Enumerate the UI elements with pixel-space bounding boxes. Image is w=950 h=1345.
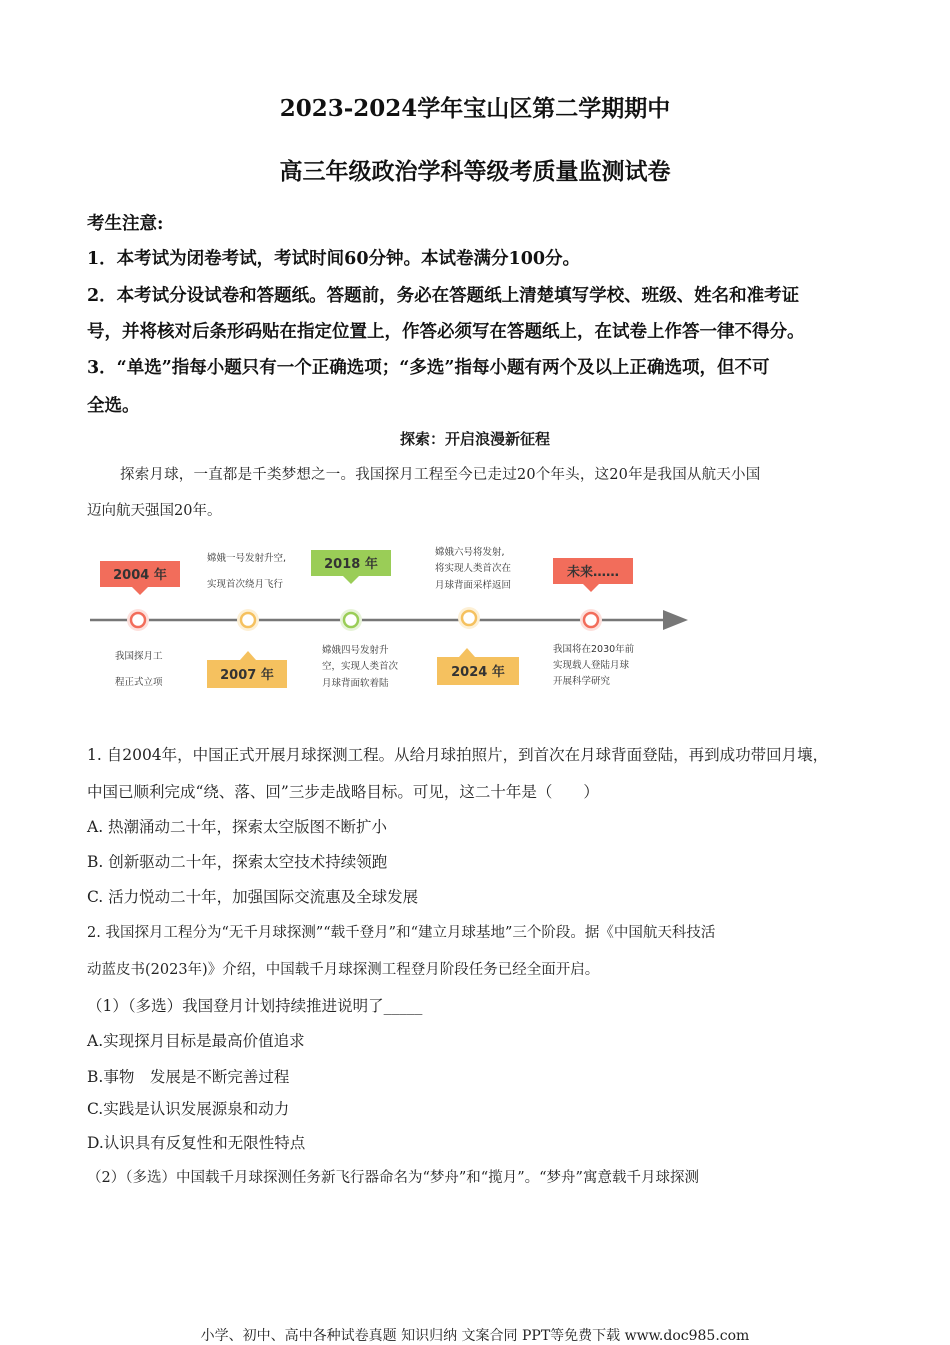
exam-title-line2: 高三年级政治学科等级考质量监测试卷 — [279, 158, 671, 185]
question-2-sub1-option-a: A.实现探月目标是最高价值追求 — [87, 1032, 305, 1050]
question-2-sub1-option-d: D.认识具有反复性和无限性特点 — [87, 1134, 306, 1152]
section-title: 探索：开启浪漫新征程 — [399, 430, 550, 448]
notice-item-1: 1．本考试为闭卷考试，考试时间60分钟。本试卷满分100分。 — [87, 249, 581, 269]
timeline-node-2018 — [344, 613, 358, 627]
year-label-2018: 2018 年 — [324, 557, 378, 572]
timeline-node-2024 — [462, 611, 476, 625]
timeline-event-2024 — [435, 546, 519, 685]
event-desc-2004-2: 程正式立项 — [115, 677, 163, 688]
timeline-node-2004 — [131, 613, 145, 627]
lunar-timeline-graphic — [85, 540, 695, 700]
event-desc-future-3: 开展科学研究 — [553, 676, 611, 687]
event-desc-future-1: 我国将在2030年前 — [553, 644, 635, 655]
event-desc-2018-3: 月球背面软着陆 — [322, 678, 389, 689]
event-desc-future-2: 实现载人登陆月球 — [553, 660, 630, 671]
question-2-sub2-stem: （2）（多选）中国载千月球探测任务新飞行器命名为“梦舟”和“揽月”。“梦舟”寓意载千月球探测 — [87, 1170, 699, 1186]
year-label-2004: 2004 年 — [113, 568, 167, 583]
question-1-option-c: C. 活力悦动二十年，加强国际交流惠及全球发展 — [87, 888, 419, 906]
question-2-sub1-option-b: B.事物 发展是不断完善过程 — [87, 1068, 290, 1086]
exam-title-line1: 2023-2024学年宝山区第二学期期中 — [279, 95, 671, 122]
section-intro-line2: 迈向航天强国20年。 — [87, 503, 222, 519]
event-desc-2018-1: 嫦娥四号发射升 — [322, 645, 389, 656]
question-2-sub1-stem: （1）（多选）我国登月计划持续推进说明了_____ — [87, 997, 423, 1015]
section-intro-line1: 探索月球，一直都是千类梦想之一。我国探月工程至今已走过20个年头，这20年是我国从航天小国 — [120, 467, 761, 483]
notice-item-3-cont: 全选。 — [87, 396, 140, 416]
notice-heading: 考生注意: — [87, 214, 164, 234]
question-2-stem-line2: 动蓝皮书(2023年)》介绍，中国载千月球探测工程登月阶段任务已经全面开启。 — [87, 962, 600, 978]
event-desc-2024-1: 嫦娥六号将发射, — [435, 547, 505, 558]
timeline-event-2004 — [100, 561, 180, 688]
event-desc-2004-1: 我国探月工 — [115, 651, 163, 662]
event-desc-2024-2: 将实现人类首次在 — [435, 563, 512, 574]
event-desc-2007-2: 实现首次绕月飞行 — [207, 579, 284, 590]
question-2-stem-line1: 2. 我国探月工程分为“无千月球探测”“载千登月”和“建立月球基地”三个阶段。据《中国航天科技活 — [87, 925, 716, 941]
notice-item-2-cont: 号，并将核对后条形码贴在指定位置上，作答必须写在答题纸上，在试卷上作答一律不得分。 — [87, 322, 805, 342]
year-label-future: 未来…… — [566, 565, 620, 580]
notice-item-2: 2．本考试分设试卷和答题纸。答题前，务必在答题纸上清楚填写学校、班级、姓名和准考证 — [87, 286, 800, 306]
question-2-sub1-option-c: C.实践是认识发展源泉和动力 — [87, 1100, 290, 1118]
event-desc-2018-2: 空，实现人类首次 — [322, 661, 399, 672]
timeline-event-future — [553, 558, 635, 687]
page-footer: 小学、初中、高中各种试卷真题 知识归纳 文案合同 PPT等免费下载 www.doc985.com — [200, 1328, 750, 1344]
question-1-stem-line1: 1. 自2004年，中国正式开展月球探测工程。从给月球拍照片，到首次在月球背面登陆，再到成功带回月壤， — [87, 746, 829, 764]
timeline-node-future — [584, 613, 598, 627]
question-1-stem-line2: 中国已顺利完成“绕、落、回”三步走战略目标。可见，这二十年是（ ） — [87, 783, 599, 801]
question-1-option-b: B. 创新驱动二十年，探索太空技术持续领跑 — [87, 853, 388, 871]
year-label-2007: 2007 年 — [220, 668, 274, 683]
timeline-node-2007 — [241, 613, 255, 627]
event-desc-2007-1: 嫦娥一号发射升空, — [207, 553, 287, 564]
question-1-option-a: A. 热潮涌动二十年，探索太空版图不断扩小 — [87, 818, 388, 836]
year-label-2024: 2024 年 — [451, 665, 505, 680]
event-desc-2024-3: 月球背面采样返回 — [435, 580, 512, 591]
notice-item-3: 3．“单选”指每小题只有一个正确选项；“多选”指每小题有两个及以上正确选项，但不可 — [87, 358, 770, 378]
